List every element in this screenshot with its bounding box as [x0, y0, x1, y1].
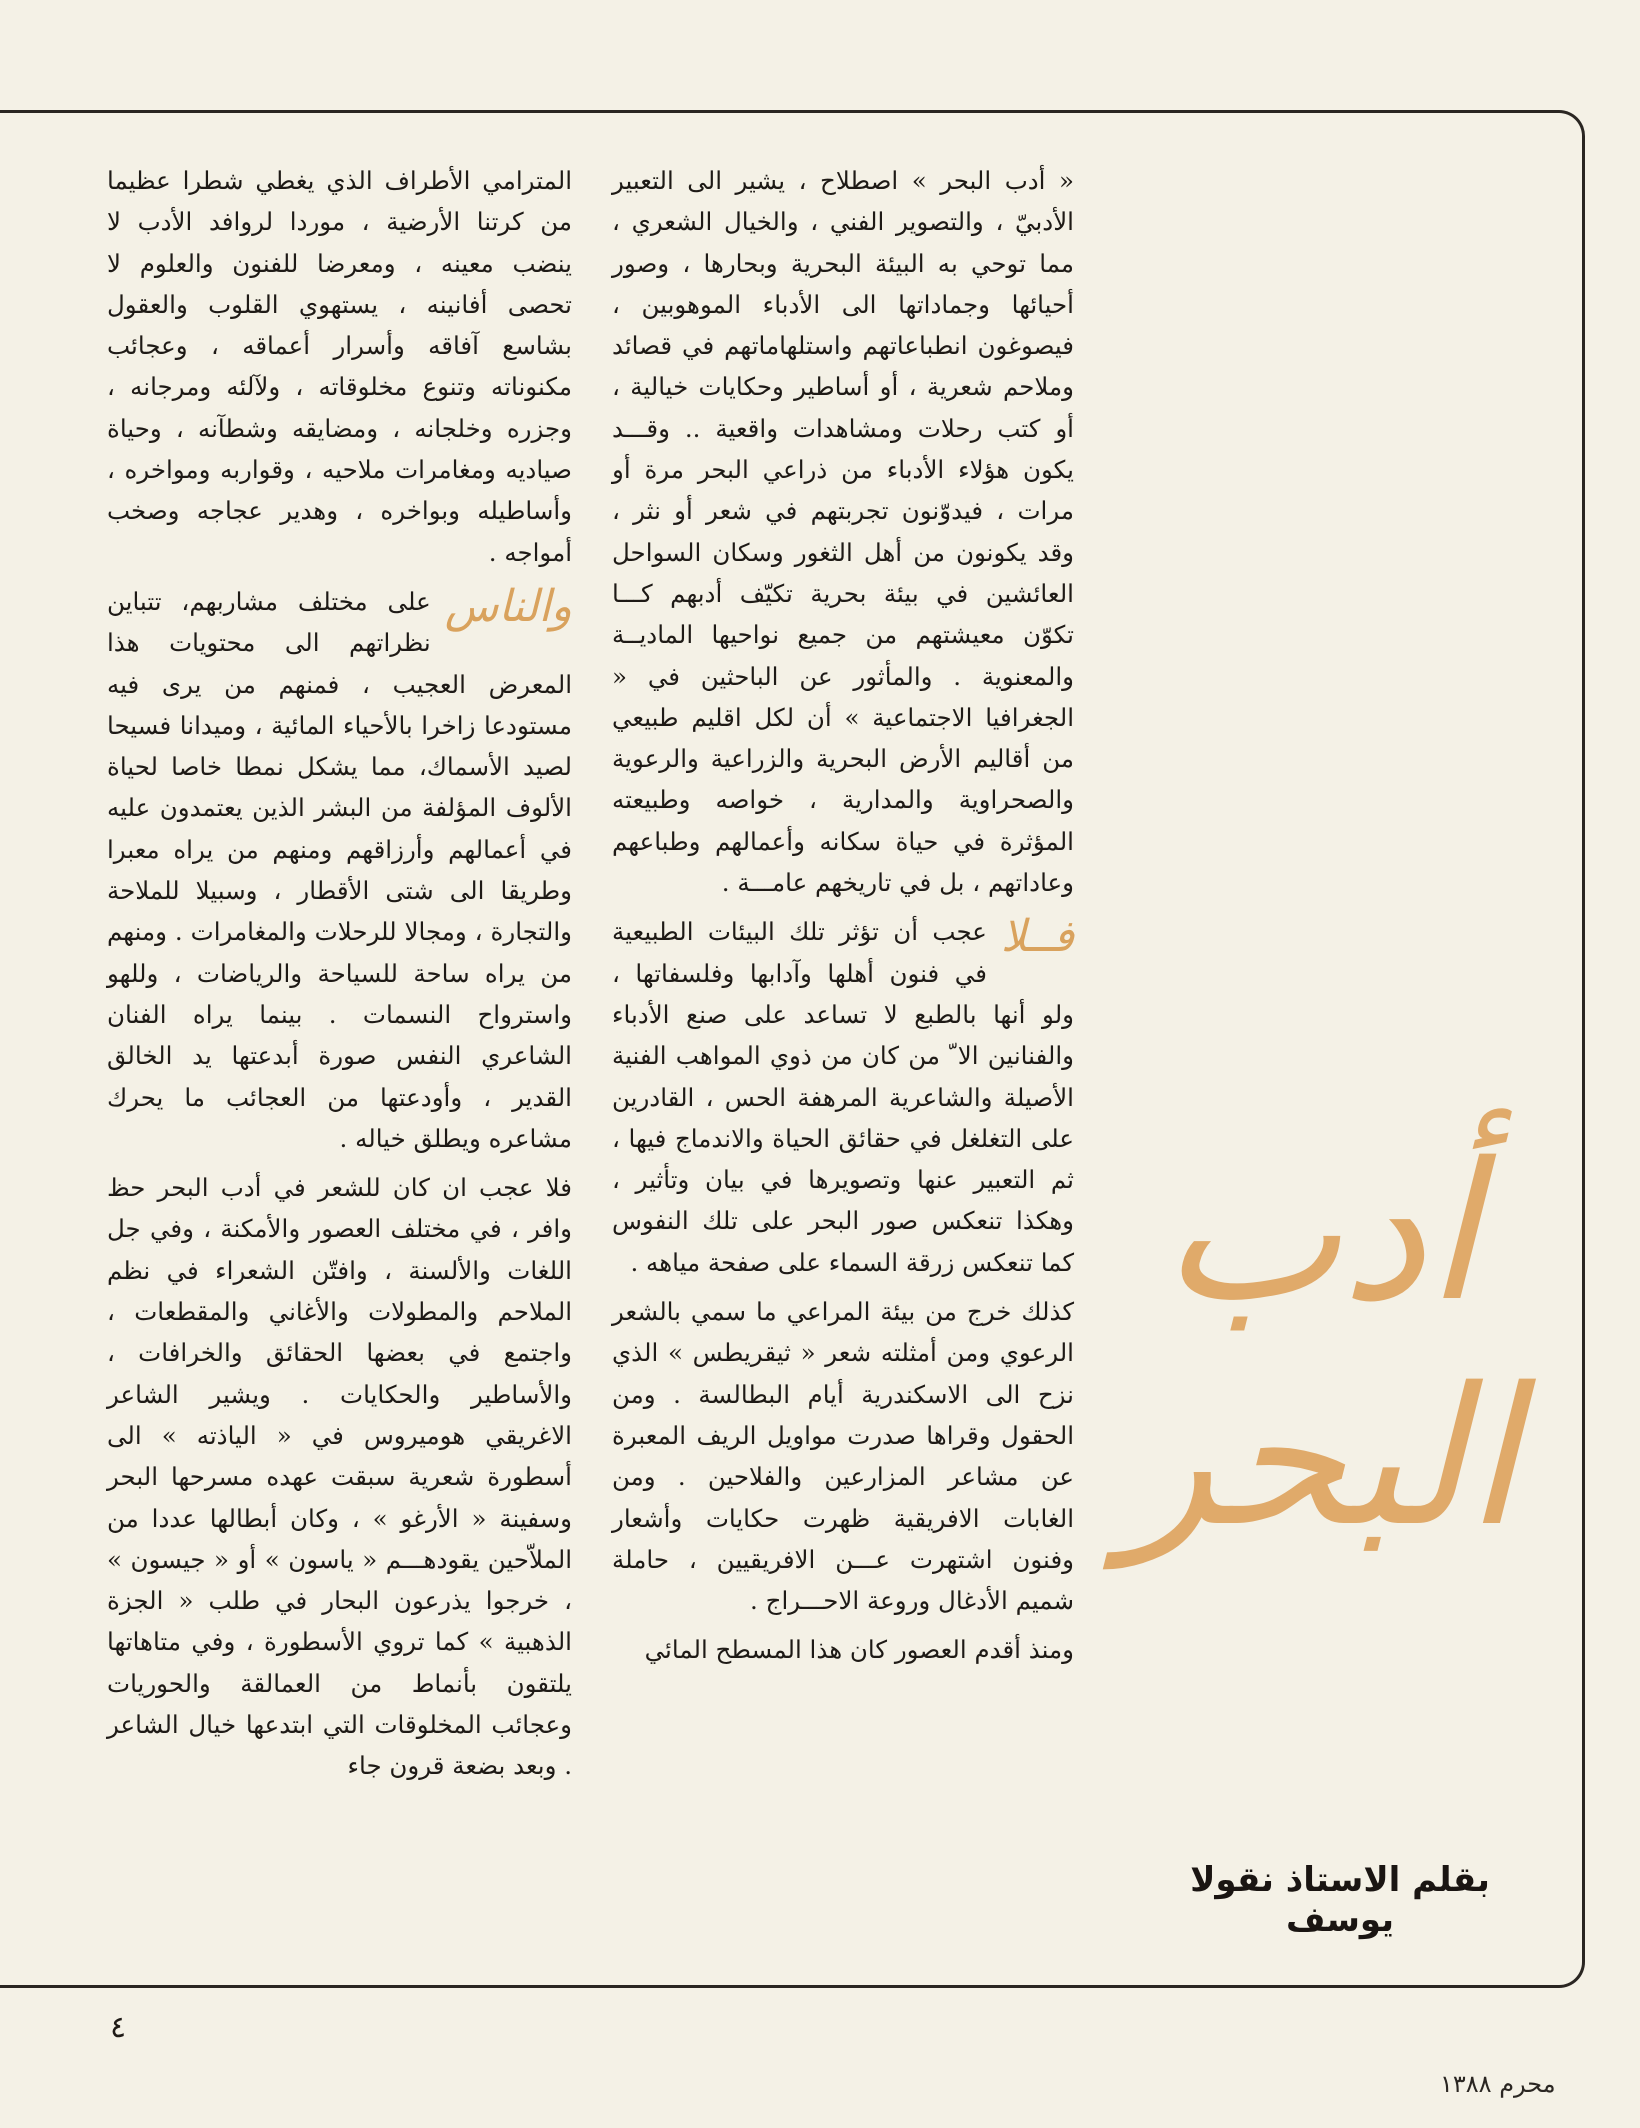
paragraph-7: فلا عجب ان كان للشعر في أدب البحر حظ وافر ، في مختلف العصور والأمكنة ، وفي جل اللغات والألسنة ، وافتّن الشعراء في نظم الملاحم والمطولات والأغاني والمقطعات ، واجتمع في بعضها الحقائق والخرافات ، والأساطير والحكايات . ويشير الشاعر الاغريقي هوميروس في « الياذته » الى أسطورة شعرية سبقت عهده مسرحها البحر وسفينة « الأرغو » ، وكان أبطالها عددا من الملاّحين يقودهـــم « ياسون » أو « جيسون » ، خرجوا يذرعون البحار في طلب « الجزة الذهبية » كما تروي الأسطورة ، وفي متاهاتها يلتقون بأنماط من العمالقة والحوريات وعجائب المخلوقات التي ابتدعها خيال الشاعر . وبعد بضعة قرون جاء — [107, 1173, 572, 1781]
author-byline: بقلم الاستاذ نقولا يوسف — [1190, 1860, 1490, 1940]
paragraph-2-text: عجب أن تؤثر تلك البيئات الطبيعية في فنون أهلها وآدابها وفلسفاتها ، ولو أنها بالطبع لا تساعد على صنع الأدباء والفنانين الا ّ من كان من ذوي المواهب الفنية الأصيلة والشاعرية المرهفة الحس ، القادرين على التغلغل في حقائق الحياة والاندماج فيها ، ثم التعبير عنها وتصويرها في بيان وتأثير ، وهكذا تنعكس صور البحر على تلك النفوس كما تنعكس زرقة السماء على صفحة مياهه . — [612, 917, 1074, 1277]
paragraph-6 — [107, 581, 572, 1159]
paragraph-4: ومنذ أقدم العصور كان هذا المسطح المائي — [644, 1635, 1074, 1665]
article-column-right — [612, 160, 1074, 1671]
paragraph-2 — [612, 911, 1074, 1283]
issue-date: محرم ١٣٨٨ — [1440, 2070, 1556, 2098]
title-line-adab: أدب — [1161, 1122, 1479, 1343]
paragraph-1: « أدب البحر » اصطلاح ، يشير الى التعبير الأدبيّ ، والتصوير الفني ، والخيال الشعري ، مما توحي به البيئة البحرية وبحارها ، وصور أحيائها وجماداتها الى الأدباء الموهوبين ، فيصوغون انطباعاتهم واستلهاماتهم في قصائد وملاحم شعرية ، أو أساطير وحكايات خيالية ، أو كتب رحلات ومشاهدات واقعية .. وقـــد يكون هؤلاء الأدباء من ذراعي البحر مرة أو مرات ، فيدوّنون تجربتهم في شعر أو نثر ، وقد يكونون من أهل الثغور وسكان السواحل العائشين في بيئة بحرية تكيّف أدبهم كـــا تكوّن معيشتهم من جميع نواحيها الماديــة والمعنوية . والمأثور عن الباحثين في « الجغرافيا الاجتماعية » أن لكل اقليم طبيعي من أقاليم الأرض البحرية والزراعية والرعوية والصحراوية والمدارية ، خواصه وطبيعته المؤثرة في حياة سكانه وأعمالهم وطباعهم وعاداتهم ، بل في تاريخهم عامـــة . — [612, 166, 1074, 898]
drop-word-fala: فــلا — [1000, 911, 1074, 963]
page-number: ٤ — [110, 2010, 127, 2045]
paragraph-6-text: على مختلف مشاربهم، تتباين نظراتهم الى محتويات هذا المعرض العجيب ، فمنهم من يرى فيه مستودعا زاخرا بالأحياء المائية ، وميدانا فسيحا لصيد الأسماك، مما يشكل نمطا خاصا لحياة الألوف المؤلفة من البشر الذين يعتمدون عليه في أعمالهم وأرزاقهم ومنهم من يراه معبرا وطريقا الى شتى الأقطار ، وسبيلا للملاحة والتجارة ، ومجالا للرحلات والمغامرات . ومنهم من يراه ساحة للسياحة والرياضات ، وللهو واسترواح النسمات . بينما يراه الفنان الشاعري النفس صورة أبدعتها يد الخالق القدير ، وأودعتها من العجائب ما يحرك مشاعره ويطلق خياله . — [107, 586, 572, 1153]
title-line-albahr: البحر — [1122, 1347, 1518, 1568]
article-title — [1100, 1120, 1540, 1700]
article-column-left — [107, 160, 572, 1787]
paragraph-5: المترامي الأطراف الذي يغطي شطرا عظيما من كرتنا الأرضية ، موردا لروافد الأدب لا ينضب معينه ، ومعرضا للفنون والعلوم لا تحصى أفانينه ، يستهوي القلوب والعقول بشاسع آفاقه وأسرار أعماقه ، وعجائب مكنوناته وتنوع مخلوقاته ، ولآلئه ومرجانه ، وجزره وخلجانه ، ومضايقه وشطآنه ، وحياة صياديه ومغامرات ملاحيه ، وقواربه ومواخره ، وأساطيله وبواخره ، وهدير عجاجه وصخب أمواجه . — [107, 166, 572, 567]
paragraph-3: كذلك خرج من بيئة المراعي ما سمي بالشعر الرعوي ومن أمثلته شعر « ثيقريطس » الذي نزح الى الاسكندرية أيام البطالسة . ومن الحقول وقراها صدرت مواويل الريف المعبرة عن مشاعر المزارعين والفلاحين . ومن الغابات الافريقية ظهرت حكايات وأشعار وفنون اشتهرت عـــن الافريقيين ، حاملة شميم الأدغال وروعة الاحـــراج . — [612, 1297, 1074, 1616]
drop-word-wannas: والناس — [444, 580, 572, 632]
